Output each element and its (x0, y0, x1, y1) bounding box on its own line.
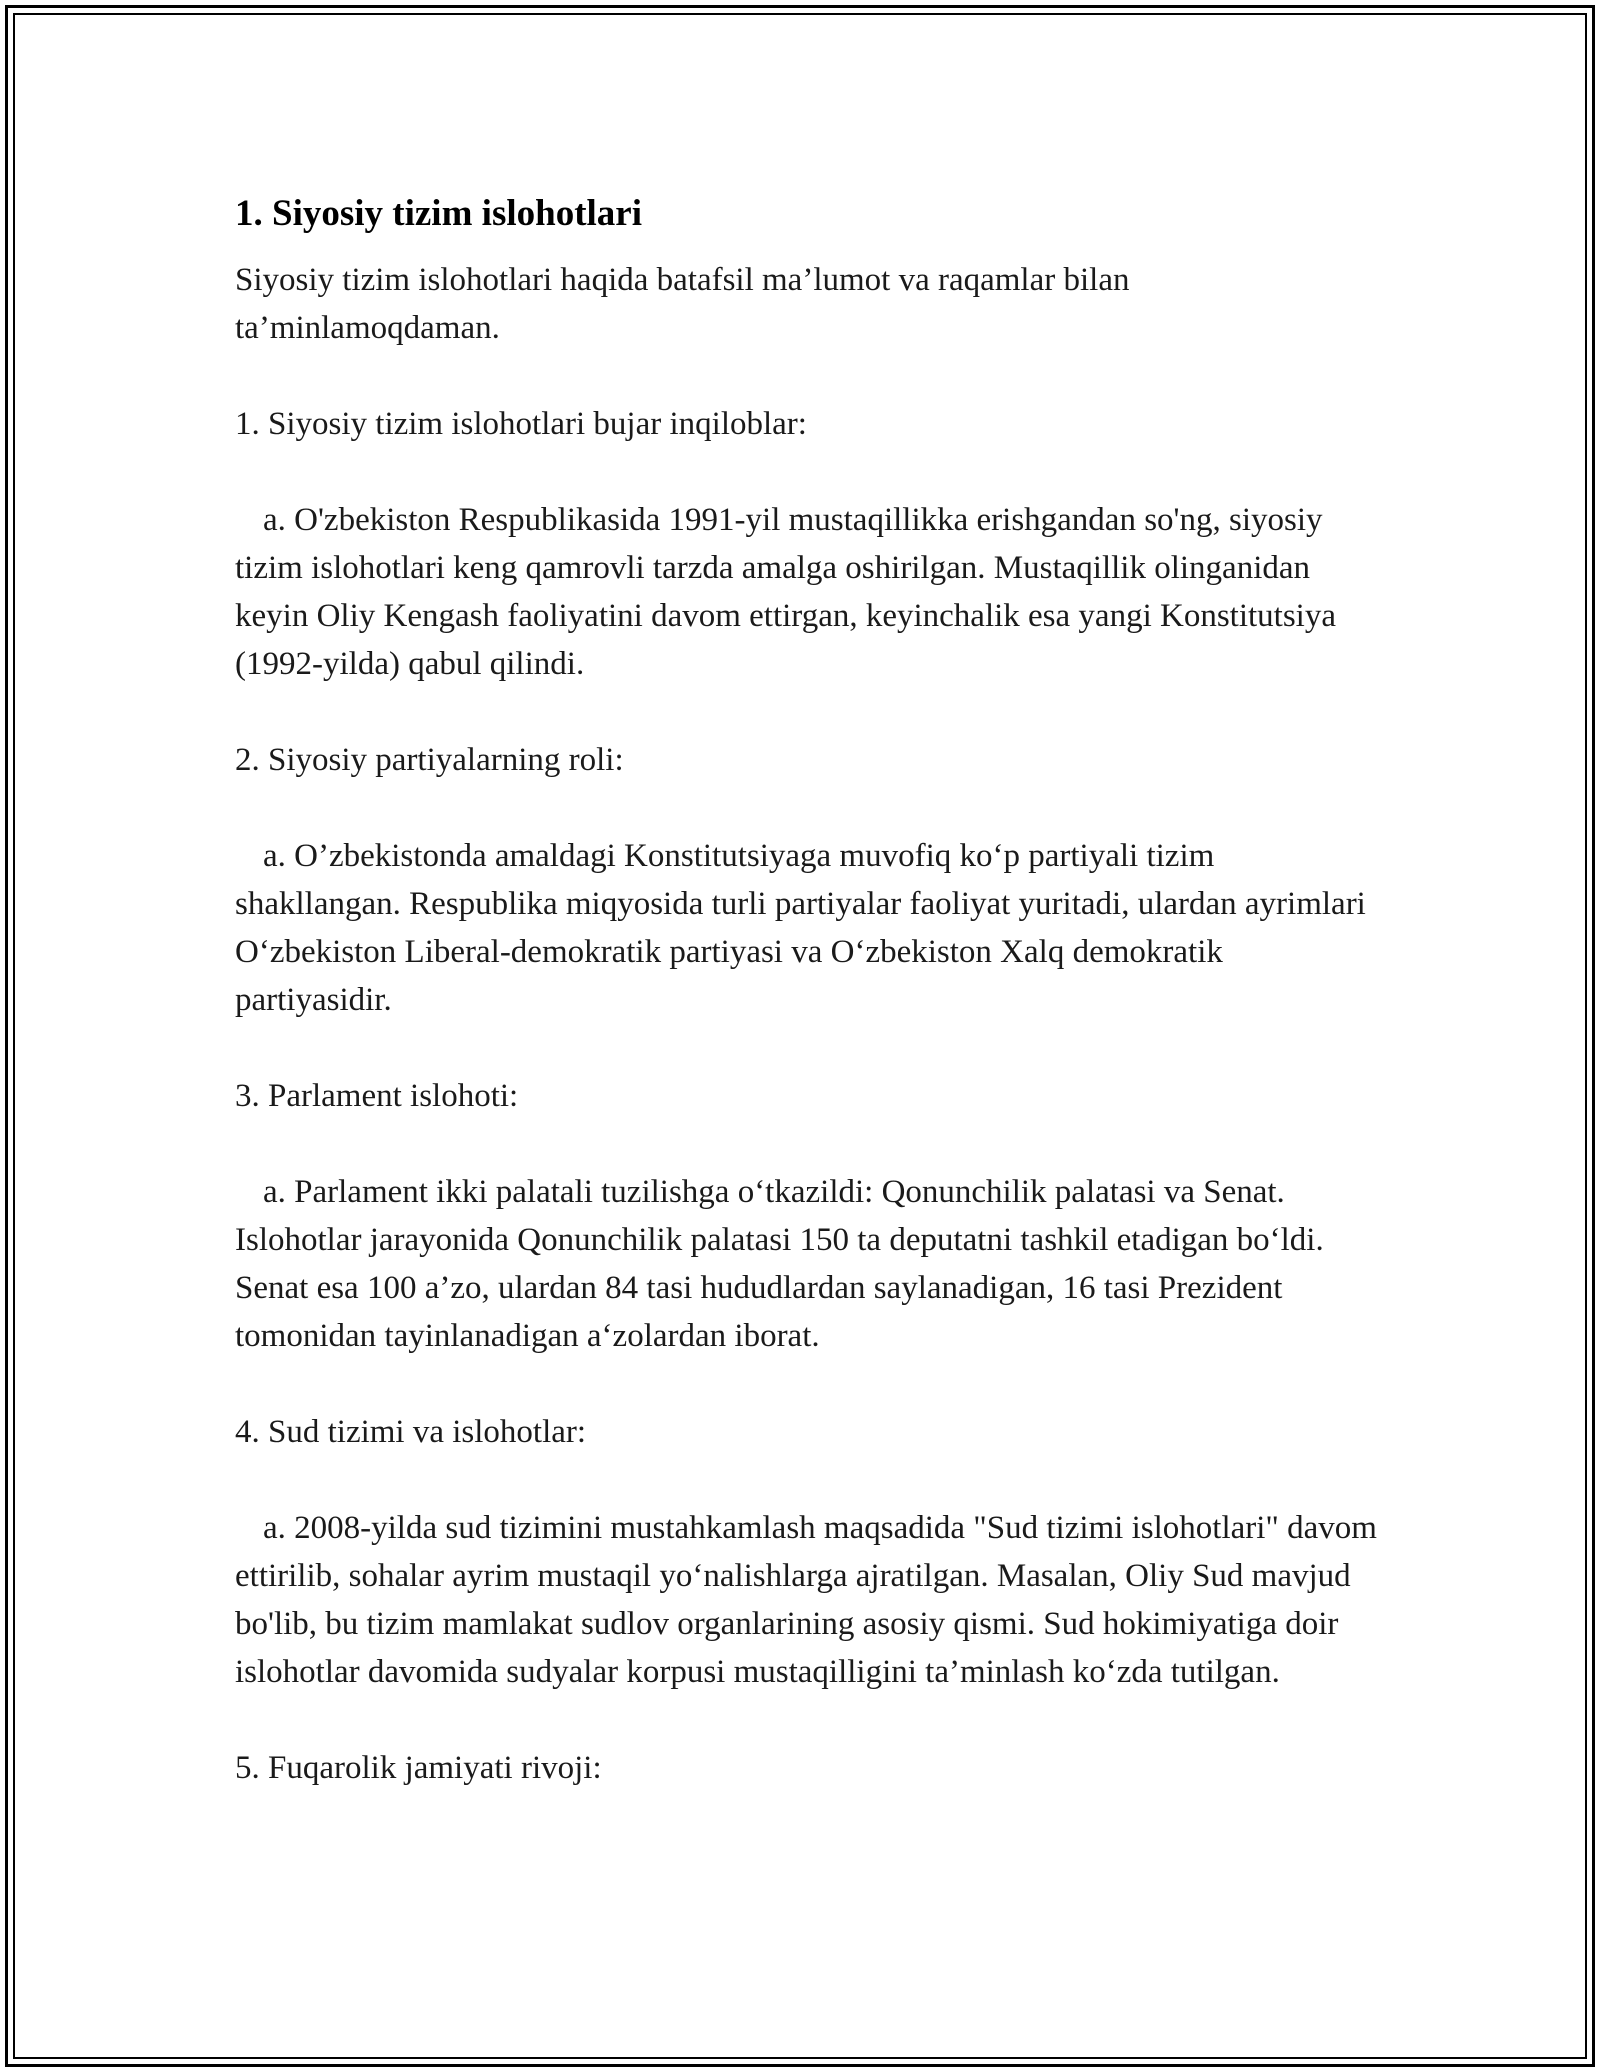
section-heading-1: 1. Siyosiy tizim islohotlari bujar inqiloblar: (235, 406, 807, 442)
spacer (235, 1120, 1385, 1168)
section-heading-2: 2. Siyosiy partiyalarning roli: (235, 742, 624, 778)
section-item-1: a. O'zbekiston Respublikasida 1991-yil mustaqillikka erishgandan so'ng, siyosiy tizim islohotlari keng qamrovli tarzda amalga oshirilgan. Mustaqillik olinganidan keyin Oliy Kengash faoliyatini davom ettirgan, keyinchalik esa yangi Konstitutsiya (1992-yilda) qabul qilindi. (235, 502, 1336, 682)
section-heading-5: 5. Fuqarolik jamiyati rivoji: (235, 1750, 602, 1786)
section-heading-3: 3. Parlament islohoti: (235, 1078, 519, 1114)
spacer (235, 1024, 1385, 1072)
intro-paragraph: Siyosiy tizim islohotlari haqida batafsil ma’lumot va raqamlar bilan ta’minlamoqdaman. (235, 262, 1130, 346)
spacer (235, 784, 1385, 832)
section-item-3: a. Parlament ikki palatali tuzilishga o‘tkazildi: Qonunchilik palatasi va Senat. Islohotlar jarayonida Qonunchilik palatasi 150 ta deputatni tashkil etadigan bo‘ldi. Senat esa 100 a’zo, ulardan 84 tasi hududlardan saylanadigan, 16 tasi Prezident tomonidan tayinlanadigan a‘zolardan iborat. (235, 1174, 1324, 1354)
document-title: 1. Siyosiy tizim islohotlari (235, 193, 642, 234)
spacer (235, 352, 1385, 400)
spacer (235, 1696, 1385, 1744)
section-item-4: a. 2008-yilda sud tizimini mustahkamlash maqsadida "Sud tizimi islohotlari" davom ettirilib, sohalar ayrim mustaqil yo‘nalishlarga ajratilgan. Masalan, Oliy Sud mavjud bo'lib, bu tizim mamlakat sudlov organlarining asosiy qismi. Sud hokimiyatiga doir islohotlar davomida sudyalar korpusi mustaqilligini ta’minlash ko‘zda tutilgan. (235, 1510, 1377, 1690)
spacer (235, 1360, 1385, 1408)
spacer (235, 448, 1385, 496)
section-heading-4: 4. Sud tizimi va islohotlar: (235, 1414, 587, 1450)
section-item-2: a. O’zbekistonda amaldagi Konstitutsiyaga muvofiq ko‘p partiyali tizim shakllangan. Respublika miqyosida turli partiyalar faoliyat yuritadi, ulardan ayrimlari O‘zbekiston Liberal-demokratik partiyasi va O‘zbekiston Xalq demokratik partiyasidir. (235, 838, 1366, 1018)
document-body (235, 190, 1385, 1792)
spacer (235, 1456, 1385, 1504)
spacer (235, 688, 1385, 736)
